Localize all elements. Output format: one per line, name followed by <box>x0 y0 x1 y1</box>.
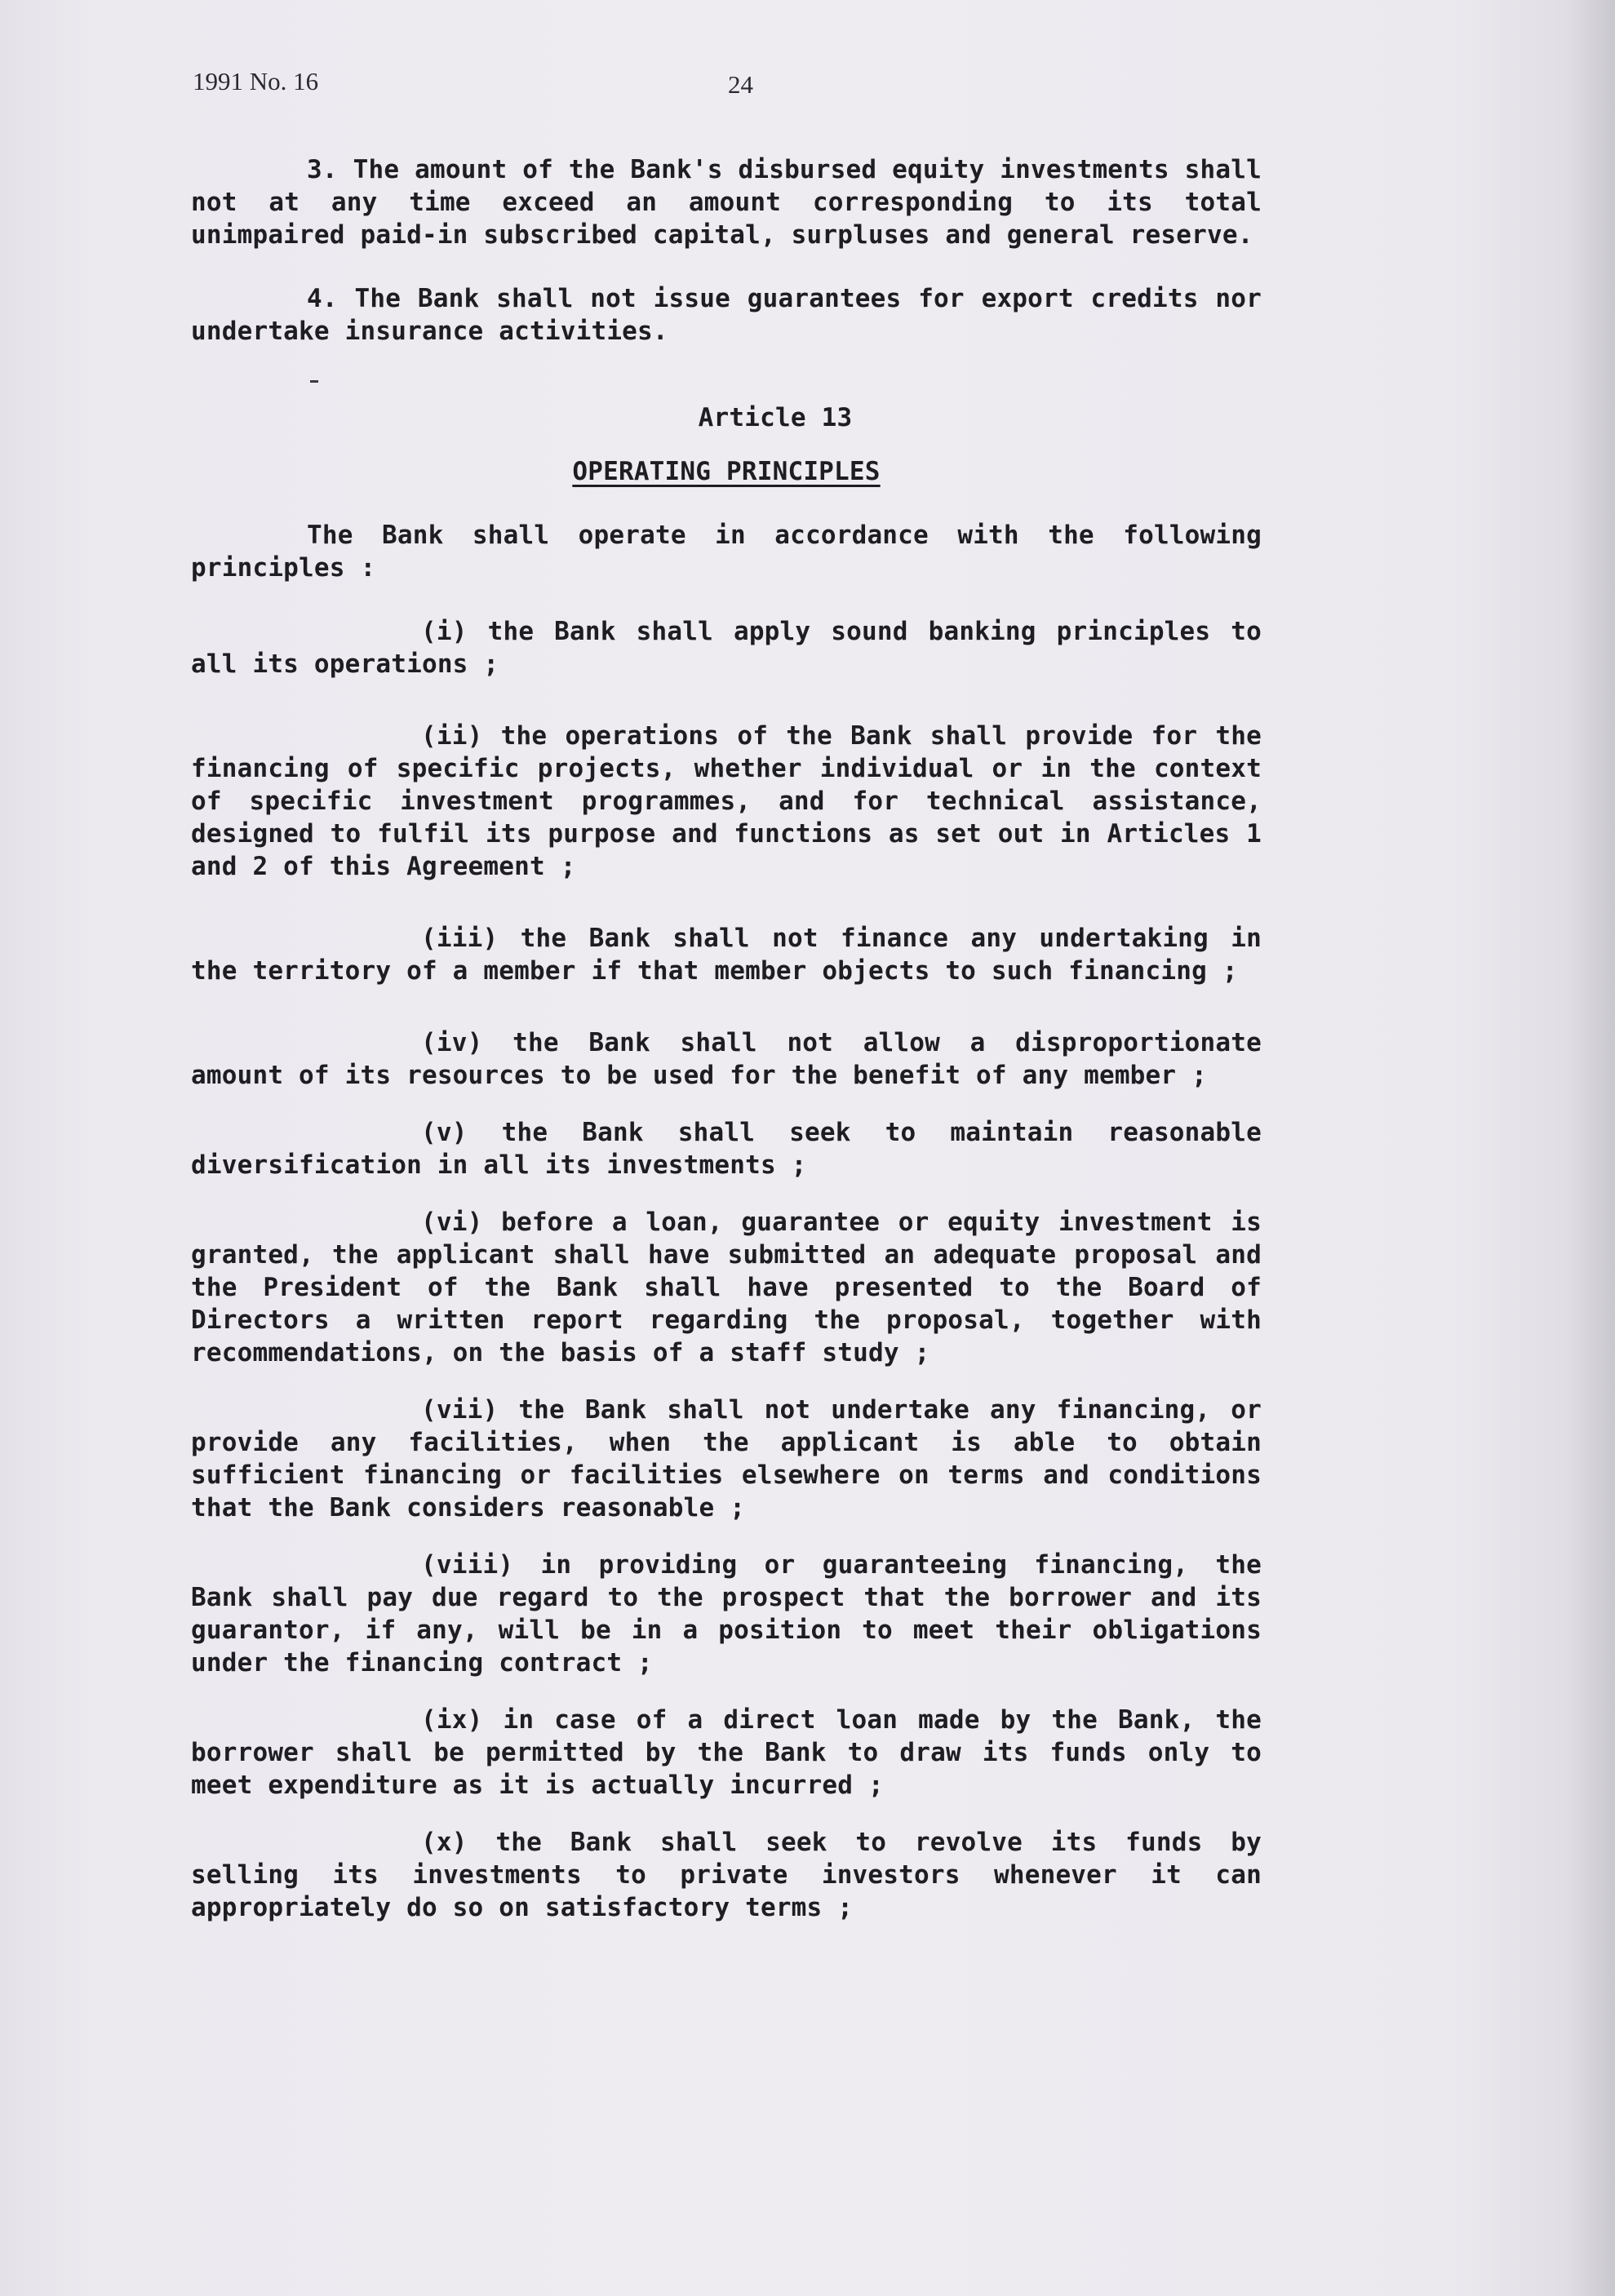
article-title: Article 13 <box>698 403 853 432</box>
page-edge-shadow <box>1566 0 1615 2296</box>
clause-i: (i) the Bank shall apply sound banking principles to all its operations ; <box>191 617 1262 679</box>
clause-ix: (ix) in case of a direct loan made by the Bank, the borrower shall be permitted by the Bank to draw its funds only to meet expenditure as it is actually incurred ; <box>191 1705 1262 1800</box>
article-intro: The Bank shall operate in accordance with the following principles : <box>191 521 1262 583</box>
publication-series: 1991 No. 16 <box>193 67 319 95</box>
page-number: 24 <box>728 70 753 99</box>
section-heading-text: OPERATING PRINCIPLES <box>572 457 881 486</box>
clause-viii: (viii) in providing or guaranteeing financing, the Bank shall pay due regard to the prospect that the borrower and its guarantor, if any, will be in a position to meet their obligations under the financing contract ; <box>191 1550 1262 1678</box>
clause-ii: (ii) the operations of the Bank shall provide for the financing of specific projects, whether individual or in the context of specific investment programmes, and for technical assistance, designed to fulfil its purpose and functions as set out in Articles 1 and 2 of this Agreement ; <box>191 721 1262 881</box>
paragraph-4: 4. The Bank shall not issue guarantees for export credits nor undertake insurance activities. <box>191 284 1262 346</box>
document-body <box>191 153 1262 1924</box>
clause-x: (x) the Bank shall seek to revolve its funds by selling its investments to private investors whenever it can appropriately do so on satisfactory terms ; <box>191 1828 1262 1922</box>
clause-vii: (vii) the Bank shall not undertake any financing, or provide any facilities, when the applicant is able to obtain sufficient financing or facilities elsewhere on terms and conditions that the Bank considers reasonable ; <box>191 1395 1262 1523</box>
clause-iv: (iv) the Bank shall not allow a disproportionate amount of its resources to be used for the benefit of any member ; <box>191 1028 1262 1090</box>
clause-v: (v) the Bank shall seek to maintain reasonable diversification in all its investments ; <box>191 1118 1262 1180</box>
paragraph-3: 3. The amount of the Bank's disbursed equity investments shall not at any time exceed an amount corresponding to its total unimpaired paid-in subscribed capital, surpluses and general reserve. <box>191 155 1262 250</box>
section-heading <box>191 455 1262 488</box>
clause-vi: (vi) before a loan, guarantee or equity investment is granted, the applicant shall have submitted an adequate proposal and the President of the Bank shall have presented to the Board of Directors a written report regarding the proposal, together with recommendations, on the basis of a staff study ; <box>191 1208 1262 1367</box>
clause-iii: (iii) the Bank shall not finance any undertaking in the territory of a member if that member objects to such financing ; <box>191 924 1262 986</box>
